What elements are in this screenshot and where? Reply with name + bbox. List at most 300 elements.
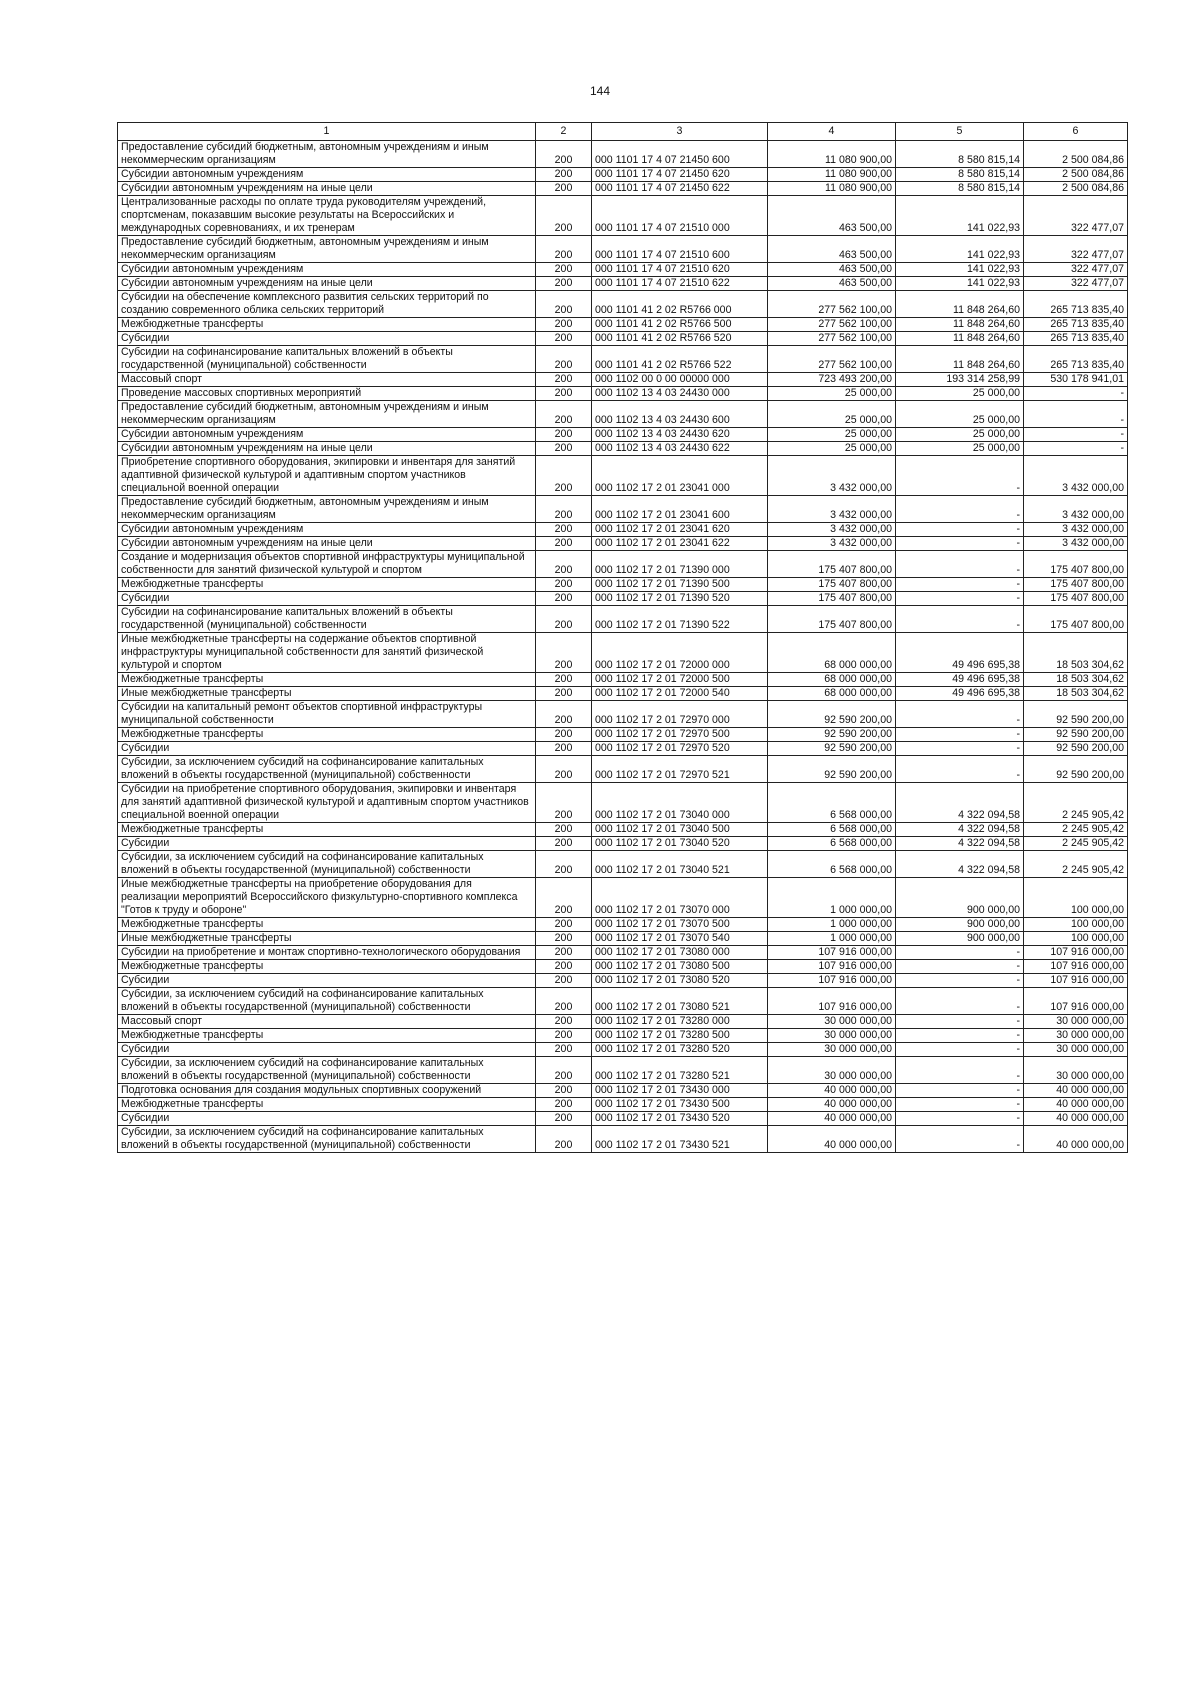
executed-amount-cell: 4 322 094,58 <box>896 823 1024 837</box>
executed-amount-cell: - <box>896 606 1024 633</box>
table-row <box>118 1084 1128 1098</box>
approved-amount-cell: 277 562 100,00 <box>768 332 896 346</box>
executed-amount-cell: 11 848 264,60 <box>896 318 1024 332</box>
executed-amount-cell: 11 848 264,60 <box>896 291 1024 318</box>
item-name-cell: Предоставление субсидий бюджетным, автономным учреждениям и иным некоммерческим организациям <box>118 141 536 168</box>
executed-amount-cell: 141 022,93 <box>896 236 1024 263</box>
approved-amount-cell: 68 000 000,00 <box>768 633 896 673</box>
line-code-cell: 200 <box>536 960 592 974</box>
item-name-cell: Централизованные расходы по оплате труда руководителям учреждений, спортсменам, показавшим высокие результаты на Всероссийских и международных соревнованиях, и их тренерам <box>118 196 536 236</box>
table-row <box>118 442 1128 456</box>
approved-amount-cell: 1 000 000,00 <box>768 918 896 932</box>
executed-amount-cell: 49 496 695,38 <box>896 673 1024 687</box>
line-code-cell: 200 <box>536 633 592 673</box>
unexecuted-amount-cell: - <box>1024 387 1128 401</box>
column-header-6: 6 <box>1024 123 1128 141</box>
table-row <box>118 551 1128 578</box>
budget-classification-code-cell: 000 1102 17 2 01 73070 500 <box>592 918 768 932</box>
item-name-cell: Межбюджетные трансферты <box>118 728 536 742</box>
unexecuted-amount-cell: 100 000,00 <box>1024 918 1128 932</box>
line-code-cell: 200 <box>536 551 592 578</box>
unexecuted-amount-cell: 107 916 000,00 <box>1024 946 1128 960</box>
executed-amount-cell: - <box>896 960 1024 974</box>
item-name-cell: Субсидии <box>118 974 536 988</box>
table-row <box>118 236 1128 263</box>
budget-classification-code-cell: 000 1102 13 4 03 24430 620 <box>592 428 768 442</box>
budget-classification-code-cell: 000 1102 17 2 01 73040 520 <box>592 837 768 851</box>
budget-classification-code-cell: 000 1102 17 2 01 73040 000 <box>592 783 768 823</box>
unexecuted-amount-cell: 3 432 000,00 <box>1024 456 1128 496</box>
line-code-cell: 200 <box>536 141 592 168</box>
line-code-cell: 200 <box>536 318 592 332</box>
item-name-cell: Субсидии <box>118 742 536 756</box>
table-row <box>118 496 1128 523</box>
item-name-cell: Субсидии на приобретение и монтаж спортивно-технологического оборудования <box>118 946 536 960</box>
executed-amount-cell: 8 580 815,14 <box>896 182 1024 196</box>
table-row <box>118 1043 1128 1057</box>
unexecuted-amount-cell: 175 407 800,00 <box>1024 606 1128 633</box>
approved-amount-cell: 40 000 000,00 <box>768 1112 896 1126</box>
budget-classification-code-cell: 000 1101 17 4 07 21510 620 <box>592 263 768 277</box>
budget-classification-code-cell: 000 1102 17 2 01 73040 500 <box>592 823 768 837</box>
item-name-cell: Межбюджетные трансферты <box>118 1029 536 1043</box>
executed-amount-cell: - <box>896 1029 1024 1043</box>
item-name-cell: Проведение массовых спортивных мероприятий <box>118 387 536 401</box>
budget-classification-code-cell: 000 1102 17 2 01 73280 500 <box>592 1029 768 1043</box>
unexecuted-amount-cell: 530 178 941,01 <box>1024 373 1128 387</box>
executed-amount-cell: - <box>896 1112 1024 1126</box>
budget-classification-code-cell: 000 1102 17 2 01 73040 521 <box>592 851 768 878</box>
approved-amount-cell: 277 562 100,00 <box>768 291 896 318</box>
item-name-cell: Субсидии на капитальный ремонт объектов спортивной инфраструктуры муниципальной собственности <box>118 701 536 728</box>
executed-amount-cell: 141 022,93 <box>896 277 1024 291</box>
table-row <box>118 701 1128 728</box>
page-number: 144 <box>589 84 611 98</box>
approved-amount-cell: 175 407 800,00 <box>768 606 896 633</box>
executed-amount-cell: - <box>896 988 1024 1015</box>
column-header-5: 5 <box>896 123 1024 141</box>
approved-amount-cell: 3 432 000,00 <box>768 456 896 496</box>
item-name-cell: Субсидии автономным учреждениям <box>118 263 536 277</box>
line-code-cell: 200 <box>536 456 592 496</box>
item-name-cell: Субсидии автономным учреждениям на иные цели <box>118 277 536 291</box>
executed-amount-cell: 4 322 094,58 <box>896 837 1024 851</box>
executed-amount-cell: 4 322 094,58 <box>896 783 1024 823</box>
executed-amount-cell: 141 022,93 <box>896 263 1024 277</box>
unexecuted-amount-cell: 92 590 200,00 <box>1024 756 1128 783</box>
table-row <box>118 387 1128 401</box>
budget-classification-code-cell: 000 1102 17 2 01 73080 000 <box>592 946 768 960</box>
table-row <box>118 756 1128 783</box>
line-code-cell: 200 <box>536 1098 592 1112</box>
line-code-cell: 200 <box>536 442 592 456</box>
column-header-2: 2 <box>536 123 592 141</box>
line-code-cell: 200 <box>536 1043 592 1057</box>
item-name-cell: Субсидии, за исключением субсидий на софинансирование капитальных вложений в объекты государственной (муниципальной) собственности <box>118 1057 536 1084</box>
executed-amount-cell: - <box>896 946 1024 960</box>
approved-amount-cell: 107 916 000,00 <box>768 974 896 988</box>
budget-classification-code-cell: 000 1101 17 4 07 21450 620 <box>592 168 768 182</box>
budget-classification-code-cell: 000 1102 17 2 01 73280 521 <box>592 1057 768 1084</box>
unexecuted-amount-cell: 322 477,07 <box>1024 196 1128 236</box>
executed-amount-cell: 900 000,00 <box>896 918 1024 932</box>
executed-amount-cell: - <box>896 756 1024 783</box>
executed-amount-cell: 49 496 695,38 <box>896 687 1024 701</box>
line-code-cell: 200 <box>536 168 592 182</box>
item-name-cell: Субсидии, за исключением субсидий на софинансирование капитальных вложений в объекты государственной (муниципальной) собственности <box>118 851 536 878</box>
executed-amount-cell: 25 000,00 <box>896 428 1024 442</box>
executed-amount-cell: 900 000,00 <box>896 878 1024 918</box>
approved-amount-cell: 30 000 000,00 <box>768 1043 896 1057</box>
table-row <box>118 578 1128 592</box>
line-code-cell: 200 <box>536 1084 592 1098</box>
table-row <box>118 263 1128 277</box>
table-row <box>118 332 1128 346</box>
table-row <box>118 783 1128 823</box>
item-name-cell: Субсидии на обеспечение комплексного развития сельских территорий по созданию современного облика сельских территорий <box>118 291 536 318</box>
approved-amount-cell: 6 568 000,00 <box>768 783 896 823</box>
unexecuted-amount-cell: - <box>1024 442 1128 456</box>
budget-classification-code-cell: 000 1101 17 4 07 21510 000 <box>592 196 768 236</box>
line-code-cell: 200 <box>536 932 592 946</box>
item-name-cell: Иные межбюджетные трансферты <box>118 687 536 701</box>
budget-classification-code-cell: 000 1102 17 2 01 73280 520 <box>592 1043 768 1057</box>
budget-classification-code-cell: 000 1102 17 2 01 71390 000 <box>592 551 768 578</box>
unexecuted-amount-cell: 265 713 835,40 <box>1024 332 1128 346</box>
executed-amount-cell: - <box>896 728 1024 742</box>
unexecuted-amount-cell: 2 500 084,86 <box>1024 168 1128 182</box>
line-code-cell: 200 <box>536 332 592 346</box>
line-code-cell: 200 <box>536 496 592 523</box>
unexecuted-amount-cell: 30 000 000,00 <box>1024 1043 1128 1057</box>
column-header-3: 3 <box>592 123 768 141</box>
approved-amount-cell: 68 000 000,00 <box>768 673 896 687</box>
table-row <box>118 1112 1128 1126</box>
line-code-cell: 200 <box>536 592 592 606</box>
approved-amount-cell: 107 916 000,00 <box>768 988 896 1015</box>
approved-amount-cell: 463 500,00 <box>768 236 896 263</box>
line-code-cell: 200 <box>536 182 592 196</box>
approved-amount-cell: 25 000,00 <box>768 442 896 456</box>
item-name-cell: Подготовка основания для создания модульных спортивных сооружений <box>118 1084 536 1098</box>
budget-classification-code-cell: 000 1101 17 4 07 21450 622 <box>592 182 768 196</box>
item-name-cell: Иные межбюджетные трансферты <box>118 932 536 946</box>
table-row <box>118 1057 1128 1084</box>
table-row <box>118 1015 1128 1029</box>
item-name-cell: Межбюджетные трансферты <box>118 578 536 592</box>
line-code-cell: 200 <box>536 673 592 687</box>
line-code-cell: 200 <box>536 701 592 728</box>
budget-classification-code-cell: 000 1102 17 2 01 23041 000 <box>592 456 768 496</box>
item-name-cell: Субсидии, за исключением субсидий на софинансирование капитальных вложений в объекты государственной (муниципальной) собственности <box>118 756 536 783</box>
executed-amount-cell: - <box>896 456 1024 496</box>
unexecuted-amount-cell: 322 477,07 <box>1024 236 1128 263</box>
unexecuted-amount-cell: 2 500 084,86 <box>1024 141 1128 168</box>
unexecuted-amount-cell: 107 916 000,00 <box>1024 960 1128 974</box>
table-row <box>118 523 1128 537</box>
unexecuted-amount-cell: 18 503 304,62 <box>1024 673 1128 687</box>
line-code-cell: 200 <box>536 851 592 878</box>
item-name-cell: Субсидии, за исключением субсидий на софинансирование капитальных вложений в объекты государственной (муниципальной) собственности <box>118 1126 536 1153</box>
table-row <box>118 837 1128 851</box>
budget-classification-code-cell: 000 1102 13 4 03 24430 622 <box>592 442 768 456</box>
budget-classification-code-cell: 000 1102 00 0 00 00000 000 <box>592 373 768 387</box>
item-name-cell: Субсидии <box>118 592 536 606</box>
budget-classification-code-cell: 000 1102 17 2 01 71390 522 <box>592 606 768 633</box>
table-row <box>118 537 1128 551</box>
line-code-cell: 200 <box>536 523 592 537</box>
executed-amount-cell: 11 848 264,60 <box>896 332 1024 346</box>
executed-amount-cell: - <box>896 592 1024 606</box>
item-name-cell: Межбюджетные трансферты <box>118 823 536 837</box>
approved-amount-cell: 68 000 000,00 <box>768 687 896 701</box>
item-name-cell: Субсидии автономным учреждениям <box>118 428 536 442</box>
table-row <box>118 346 1128 373</box>
budget-classification-code-cell: 000 1102 17 2 01 73070 000 <box>592 878 768 918</box>
table-row <box>118 742 1128 756</box>
executed-amount-cell: - <box>896 1098 1024 1112</box>
item-name-cell: Субсидии <box>118 1043 536 1057</box>
approved-amount-cell: 3 432 000,00 <box>768 523 896 537</box>
executed-amount-cell: 11 848 264,60 <box>896 346 1024 373</box>
line-code-cell: 200 <box>536 837 592 851</box>
table-row <box>118 182 1128 196</box>
item-name-cell: Субсидии на софинансирование капитальных вложений в объекты государственной (муниципальной) собственности <box>118 346 536 373</box>
approved-amount-cell: 107 916 000,00 <box>768 946 896 960</box>
executed-amount-cell: 8 580 815,14 <box>896 141 1024 168</box>
table-row <box>118 687 1128 701</box>
approved-amount-cell: 92 590 200,00 <box>768 701 896 728</box>
budget-table <box>117 122 1128 1153</box>
line-code-cell: 200 <box>536 537 592 551</box>
table-row <box>118 456 1128 496</box>
budget-classification-code-cell: 000 1101 17 4 07 21510 622 <box>592 277 768 291</box>
item-name-cell: Межбюджетные трансферты <box>118 960 536 974</box>
unexecuted-amount-cell: 40 000 000,00 <box>1024 1112 1128 1126</box>
line-code-cell: 200 <box>536 918 592 932</box>
table-row <box>118 1098 1128 1112</box>
budget-classification-code-cell: 000 1102 17 2 01 23041 600 <box>592 496 768 523</box>
table-row <box>118 373 1128 387</box>
item-name-cell: Межбюджетные трансферты <box>118 918 536 932</box>
item-name-cell: Межбюджетные трансферты <box>118 1098 536 1112</box>
budget-classification-code-cell: 000 1102 17 2 01 72000 540 <box>592 687 768 701</box>
approved-amount-cell: 463 500,00 <box>768 277 896 291</box>
unexecuted-amount-cell: 92 590 200,00 <box>1024 701 1128 728</box>
budget-classification-code-cell: 000 1101 17 4 07 21450 600 <box>592 141 768 168</box>
item-name-cell: Межбюджетные трансферты <box>118 673 536 687</box>
executed-amount-cell: - <box>896 1084 1024 1098</box>
table-header <box>118 123 1128 141</box>
item-name-cell: Субсидии автономным учреждениям <box>118 523 536 537</box>
item-name-cell: Иные межбюджетные трансферты на содержание объектов спортивной инфраструктуры муниципальной собственности для занятий физической культурой и спортом <box>118 633 536 673</box>
unexecuted-amount-cell: 40 000 000,00 <box>1024 1126 1128 1153</box>
line-code-cell: 200 <box>536 291 592 318</box>
line-code-cell: 200 <box>536 196 592 236</box>
line-code-cell: 200 <box>536 756 592 783</box>
unexecuted-amount-cell: 2 500 084,86 <box>1024 182 1128 196</box>
table-row <box>118 291 1128 318</box>
table-row <box>118 851 1128 878</box>
budget-classification-code-cell: 000 1102 17 2 01 73070 540 <box>592 932 768 946</box>
item-name-cell: Субсидии <box>118 837 536 851</box>
line-code-cell: 200 <box>536 1015 592 1029</box>
table-row <box>118 932 1128 946</box>
approved-amount-cell: 175 407 800,00 <box>768 578 896 592</box>
approved-amount-cell: 463 500,00 <box>768 263 896 277</box>
line-code-cell: 200 <box>536 823 592 837</box>
approved-amount-cell: 3 432 000,00 <box>768 537 896 551</box>
table-row <box>118 196 1128 236</box>
item-name-cell: Субсидии на софинансирование капитальных вложений в объекты государственной (муниципальной) собственности <box>118 606 536 633</box>
executed-amount-cell: - <box>896 1015 1024 1029</box>
line-code-cell: 200 <box>536 687 592 701</box>
line-code-cell: 200 <box>536 1112 592 1126</box>
unexecuted-amount-cell: 3 432 000,00 <box>1024 537 1128 551</box>
header-row <box>118 123 1128 141</box>
budget-classification-code-cell: 000 1102 17 2 01 72970 521 <box>592 756 768 783</box>
table-row <box>118 606 1128 633</box>
table-row <box>118 823 1128 837</box>
line-code-cell: 200 <box>536 878 592 918</box>
executed-amount-cell: 900 000,00 <box>896 932 1024 946</box>
line-code-cell: 200 <box>536 428 592 442</box>
executed-amount-cell: - <box>896 551 1024 578</box>
approved-amount-cell: 277 562 100,00 <box>768 346 896 373</box>
item-name-cell: Массовый спорт <box>118 1015 536 1029</box>
unexecuted-amount-cell: 107 916 000,00 <box>1024 974 1128 988</box>
unexecuted-amount-cell: 175 407 800,00 <box>1024 551 1128 578</box>
budget-classification-code-cell: 000 1102 17 2 01 73430 521 <box>592 1126 768 1153</box>
line-code-cell: 200 <box>536 578 592 592</box>
unexecuted-amount-cell: 18 503 304,62 <box>1024 633 1128 673</box>
unexecuted-amount-cell: 92 590 200,00 <box>1024 728 1128 742</box>
approved-amount-cell: 107 916 000,00 <box>768 960 896 974</box>
approved-amount-cell: 3 432 000,00 <box>768 496 896 523</box>
item-name-cell: Приобретение спортивного оборудования, экипировки и инвентаря для занятий адаптивной физической культурой и адаптивным спортом участников специальной военной операции <box>118 456 536 496</box>
unexecuted-amount-cell: 322 477,07 <box>1024 277 1128 291</box>
table-row <box>118 401 1128 428</box>
item-name-cell: Субсидии автономным учреждениям на иные цели <box>118 442 536 456</box>
table-row <box>118 728 1128 742</box>
approved-amount-cell: 6 568 000,00 <box>768 851 896 878</box>
approved-amount-cell: 1 000 000,00 <box>768 932 896 946</box>
line-code-cell: 200 <box>536 1126 592 1153</box>
item-name-cell: Создание и модернизация объектов спортивной инфраструктуры муниципальной собственности для занятий физической культурой и спортом <box>118 551 536 578</box>
item-name-cell: Субсидии на приобретение спортивного оборудования, экипировки и инвентаря для занятий адаптивной физической культурой и адаптивным спортом участников специальной военной операции <box>118 783 536 823</box>
budget-classification-code-cell: 000 1102 17 2 01 73280 000 <box>592 1015 768 1029</box>
table-body <box>118 141 1128 1153</box>
approved-amount-cell: 25 000,00 <box>768 428 896 442</box>
item-name-cell: Предоставление субсидий бюджетным, автономным учреждениям и иным некоммерческим организациям <box>118 236 536 263</box>
line-code-cell: 200 <box>536 401 592 428</box>
line-code-cell: 200 <box>536 373 592 387</box>
budget-classification-code-cell: 000 1102 17 2 01 72000 500 <box>592 673 768 687</box>
approved-amount-cell: 30 000 000,00 <box>768 1029 896 1043</box>
unexecuted-amount-cell: 107 916 000,00 <box>1024 988 1128 1015</box>
budget-classification-code-cell: 000 1102 17 2 01 72000 000 <box>592 633 768 673</box>
unexecuted-amount-cell: 18 503 304,62 <box>1024 687 1128 701</box>
approved-amount-cell: 11 080 900,00 <box>768 141 896 168</box>
approved-amount-cell: 25 000,00 <box>768 401 896 428</box>
table-row <box>118 1029 1128 1043</box>
line-code-cell: 200 <box>536 1029 592 1043</box>
column-header-4: 4 <box>768 123 896 141</box>
table-row <box>118 592 1128 606</box>
unexecuted-amount-cell: 265 713 835,40 <box>1024 318 1128 332</box>
budget-classification-code-cell: 000 1102 17 2 01 73430 520 <box>592 1112 768 1126</box>
executed-amount-cell: - <box>896 578 1024 592</box>
unexecuted-amount-cell: 100 000,00 <box>1024 932 1128 946</box>
table-row <box>118 988 1128 1015</box>
budget-classification-code-cell: 000 1101 17 4 07 21510 600 <box>592 236 768 263</box>
item-name-cell: Предоставление субсидий бюджетным, автономным учреждениям и иным некоммерческим организациям <box>118 401 536 428</box>
budget-classification-code-cell: 000 1102 17 2 01 73080 521 <box>592 988 768 1015</box>
line-code-cell: 200 <box>536 236 592 263</box>
budget-classification-code-cell: 000 1101 41 2 02 R5766 500 <box>592 318 768 332</box>
approved-amount-cell: 723 493 200,00 <box>768 373 896 387</box>
budget-classification-code-cell: 000 1102 13 4 03 24430 000 <box>592 387 768 401</box>
unexecuted-amount-cell: 265 713 835,40 <box>1024 291 1128 318</box>
approved-amount-cell: 40 000 000,00 <box>768 1084 896 1098</box>
budget-classification-code-cell: 000 1102 17 2 01 73430 500 <box>592 1098 768 1112</box>
line-code-cell: 200 <box>536 742 592 756</box>
budget-classification-code-cell: 000 1102 17 2 01 72970 000 <box>592 701 768 728</box>
approved-amount-cell: 175 407 800,00 <box>768 592 896 606</box>
executed-amount-cell: - <box>896 1057 1024 1084</box>
budget-classification-code-cell: 000 1102 17 2 01 23041 622 <box>592 537 768 551</box>
budget-classification-code-cell: 000 1102 17 2 01 73080 520 <box>592 974 768 988</box>
budget-classification-code-cell: 000 1102 17 2 01 73430 000 <box>592 1084 768 1098</box>
approved-amount-cell: 175 407 800,00 <box>768 551 896 578</box>
executed-amount-cell: 141 022,93 <box>896 196 1024 236</box>
approved-amount-cell: 30 000 000,00 <box>768 1015 896 1029</box>
budget-classification-code-cell: 000 1102 17 2 01 72970 500 <box>592 728 768 742</box>
item-name-cell: Иные межбюджетные трансферты на приобретение оборудования для реализации мероприятий Всероссийского физкультурно-спортивного комплекса "Готов к труду и обороне" <box>118 878 536 918</box>
executed-amount-cell: - <box>896 1043 1024 1057</box>
executed-amount-cell: 25 000,00 <box>896 442 1024 456</box>
approved-amount-cell: 11 080 900,00 <box>768 182 896 196</box>
approved-amount-cell: 277 562 100,00 <box>768 318 896 332</box>
table-row <box>118 141 1128 168</box>
approved-amount-cell: 30 000 000,00 <box>768 1057 896 1084</box>
approved-amount-cell: 25 000,00 <box>768 387 896 401</box>
table-row <box>118 878 1128 918</box>
table-row <box>118 633 1128 673</box>
item-name-cell: Субсидии <box>118 1112 536 1126</box>
item-name-cell: Межбюджетные трансферты <box>118 318 536 332</box>
executed-amount-cell: 193 314 258,99 <box>896 373 1024 387</box>
executed-amount-cell: - <box>896 974 1024 988</box>
item-name-cell: Предоставление субсидий бюджетным, автономным учреждениям и иным некоммерческим организациям <box>118 496 536 523</box>
table-row <box>118 974 1128 988</box>
executed-amount-cell: - <box>896 523 1024 537</box>
item-name-cell: Субсидии автономным учреждениям на иные цели <box>118 182 536 196</box>
item-name-cell: Субсидии, за исключением субсидий на софинансирование капитальных вложений в объекты государственной (муниципальной) собственности <box>118 988 536 1015</box>
line-code-cell: 200 <box>536 277 592 291</box>
budget-classification-code-cell: 000 1102 17 2 01 71390 520 <box>592 592 768 606</box>
approved-amount-cell: 11 080 900,00 <box>768 168 896 182</box>
approved-amount-cell: 6 568 000,00 <box>768 823 896 837</box>
line-code-cell: 200 <box>536 263 592 277</box>
unexecuted-amount-cell: 40 000 000,00 <box>1024 1098 1128 1112</box>
line-code-cell: 200 <box>536 1057 592 1084</box>
executed-amount-cell: 25 000,00 <box>896 401 1024 428</box>
executed-amount-cell: - <box>896 742 1024 756</box>
unexecuted-amount-cell: 2 245 905,42 <box>1024 823 1128 837</box>
table-row <box>118 318 1128 332</box>
unexecuted-amount-cell: 2 245 905,42 <box>1024 837 1128 851</box>
